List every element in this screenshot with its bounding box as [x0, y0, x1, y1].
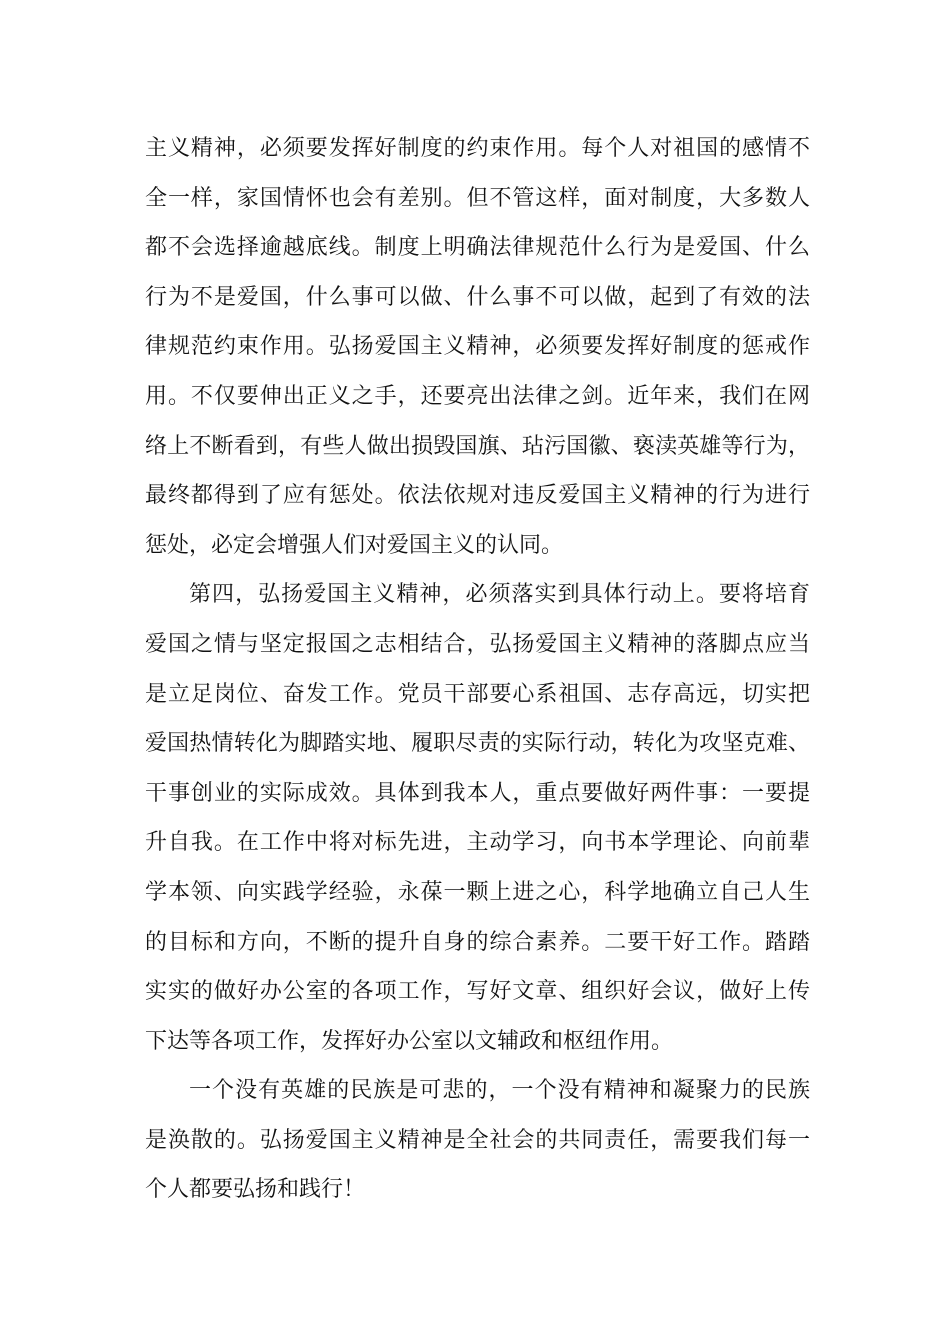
text-line: 学本领、向实践学经验，永葆一颗上进之心，科学地确立自己人生: [145, 879, 810, 905]
text-line: 用。不仅要伸出正义之手，还要亮出法律之剑。近年来，我们在网: [145, 383, 810, 409]
text-line: 主义精神，必须要发挥好制度的约束作用。每个人对祖国的感情不: [145, 136, 810, 161]
paragraph-3: [145, 1066, 810, 1215]
text-line: 一个没有英雄的民族是可悲的，一个没有精神和凝聚力的民族: [189, 1078, 810, 1104]
text-line: 最终都得到了应有惩处。依法依规对违反爱国主义精神的行为进行: [145, 483, 810, 509]
text-line: 下达等各项工作，发挥好办公室以文辅政和枢纽作用。: [145, 1028, 674, 1054]
text-line: 的目标和方向，不断的提升自身的综合素养。二要干好工作。踏踏: [145, 929, 810, 955]
text-line: 都不会选择逾越底线。制度上明确法律规范什么行为是爱国、什么: [145, 235, 810, 261]
text-line: 第四，弘扬爱国主义精神，必须落实到具体行动上。要将培育: [189, 582, 810, 608]
text-line: 惩处，必定会增强人们对爱国主义的认同。: [145, 532, 564, 558]
text-line: 干事创业的实际成效。具体到我本人，重点要做好两件事：一要提: [145, 780, 810, 806]
text-line: 个人都要弘扬和践行！: [145, 1177, 366, 1203]
text-line: 是涣散的。弘扬爱国主义精神是全社会的共同责任，需要我们每一: [145, 1127, 810, 1153]
text-line: 全一样，家国情怀也会有差别。但不管这样，面对制度，大多数人: [145, 185, 810, 211]
text-line: 爱国热情转化为脚踏实地、履职尽责的实际行动，转化为攻坚克难、: [145, 731, 810, 757]
text-line: 是立足岗位、奋发工作。党员干部要心系祖国、志存高远，切实把: [145, 681, 810, 707]
text-line: 律规范约束作用。弘扬爱国主义精神，必须要发挥好制度的惩戒作: [145, 334, 810, 360]
text-line: 升自我。在工作中将对标先进，主动学习，向书本学理论、向前辈: [145, 830, 810, 856]
paragraph-2: [145, 570, 810, 1066]
paragraph-1: [145, 124, 810, 570]
body-text: [145, 124, 810, 1215]
text-line: 行为不是爱国，什么事可以做、什么事不可以做，起到了有效的法: [145, 284, 810, 310]
text-line: 爱国之情与坚定报国之志相结合，弘扬爱国主义精神的落脚点应当: [145, 631, 810, 657]
text-line: 实实的做好办公室的各项工作，写好文章、组织好会议，做好上传: [145, 979, 810, 1005]
text-line: 络上不断看到，有些人做出损毁国旗、玷污国徽、亵渎英雄等行为，: [145, 433, 810, 459]
